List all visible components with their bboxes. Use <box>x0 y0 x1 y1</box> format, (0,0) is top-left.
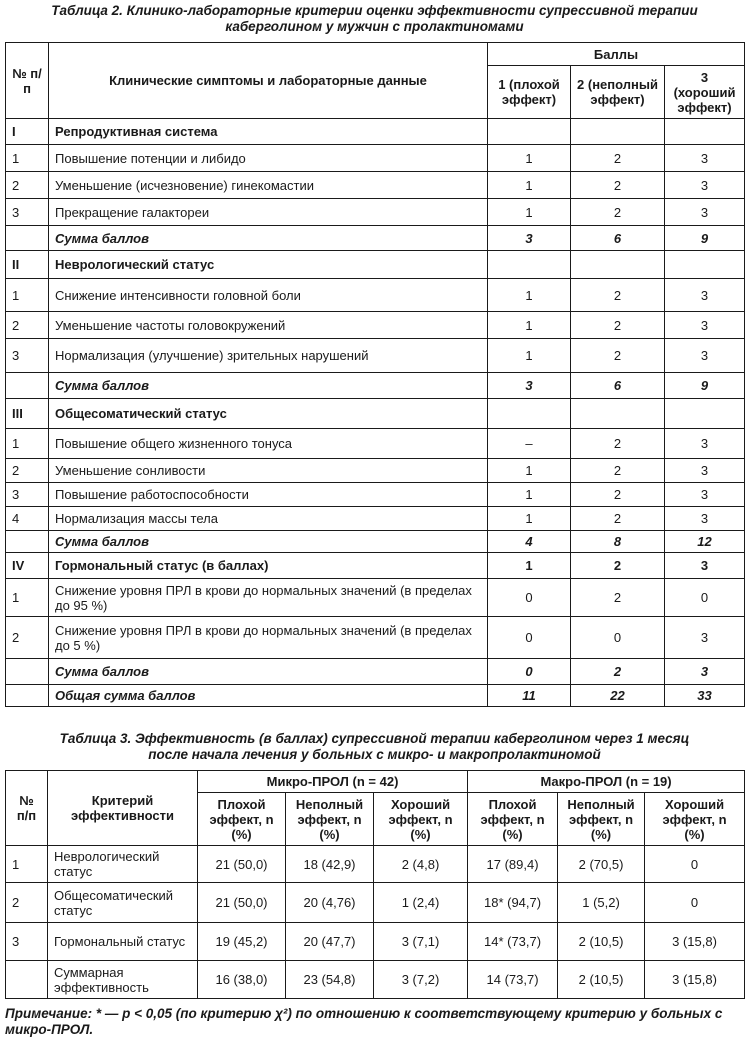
score-1: 11 <box>488 685 571 707</box>
row-number: 3 <box>6 339 49 373</box>
score-2: 2 <box>571 172 665 199</box>
table-row <box>6 459 745 483</box>
score-3: 3 <box>665 279 745 312</box>
row-label: Гормональный статус (в баллах) <box>49 553 488 579</box>
t3-head-micro-good: Хороший эффект, n (%) <box>374 793 468 846</box>
row-number: II <box>6 251 49 279</box>
table-row <box>6 531 745 553</box>
score-2: 2 <box>571 279 665 312</box>
score-3: 9 <box>665 226 745 251</box>
score-3: 3 <box>665 429 745 459</box>
t2-head-points: Баллы <box>488 43 745 66</box>
row-label: Повышение потенции и либидо <box>49 145 488 172</box>
score-2: 2 <box>571 553 665 579</box>
macro-partial: 2 (10,5) <box>558 923 645 961</box>
score-2: 6 <box>571 226 665 251</box>
row-number: 1 <box>6 846 48 883</box>
row-label: Сумма баллов <box>49 226 488 251</box>
t2-body <box>6 119 745 707</box>
row-number: 2 <box>6 312 49 339</box>
row-number <box>6 685 49 707</box>
micro-good: 2 (4,8) <box>374 846 468 883</box>
score-3: 0 <box>665 579 745 617</box>
row-number: 1 <box>6 579 49 617</box>
row-label: Общая сумма баллов <box>49 685 488 707</box>
t3-head-macro-bad: Плохой эффект, n (%) <box>468 793 558 846</box>
table-row <box>6 145 745 172</box>
score-3: 9 <box>665 373 745 399</box>
score-3: 3 <box>665 145 745 172</box>
t3-head-micro-bad: Плохой эффект, n (%) <box>198 793 286 846</box>
table-row <box>6 429 745 459</box>
score-1: 3 <box>488 226 571 251</box>
score-1: 3 <box>488 373 571 399</box>
table-row <box>6 961 745 999</box>
row-label: Сумма баллов <box>49 531 488 553</box>
score-2 <box>571 119 665 145</box>
t3-head-num: № п/п <box>6 771 48 846</box>
score-2: 2 <box>571 312 665 339</box>
micro-good: 1 (2,4) <box>374 883 468 923</box>
score-3 <box>665 251 745 279</box>
row-label: Нормализация массы тела <box>49 507 488 531</box>
criterion: Гормональный статус <box>48 923 198 961</box>
t3-head-macro-partial: Неполный эффект, n (%) <box>558 793 645 846</box>
row-number: IV <box>6 553 49 579</box>
micro-good: 3 (7,2) <box>374 961 468 999</box>
row-label: Неврологический статус <box>49 251 488 279</box>
table3-caption-line1: Таблица 3. Эффективность (в баллах) супрессивной терапии каберголином через 1 месяц <box>59 731 690 746</box>
row-label: Уменьшение сонливости <box>49 459 488 483</box>
score-2 <box>571 251 665 279</box>
row-number: 3 <box>6 199 49 226</box>
t3-head-macro: Макро-ПРОЛ (n = 19) <box>468 771 745 793</box>
score-1: 1 <box>488 483 571 507</box>
micro-bad: 21 (50,0) <box>198 883 286 923</box>
score-3: 3 <box>665 199 745 226</box>
table-row <box>6 279 745 312</box>
micro-partial: 20 (47,7) <box>286 923 374 961</box>
row-number: 2 <box>6 459 49 483</box>
t3-head-criterion: Критерий эффективности <box>48 771 198 846</box>
table-row <box>6 685 745 707</box>
row-label: Снижение уровня ПРЛ в крови до нормальных значений (в пределах до 5 %) <box>49 617 488 659</box>
macro-good: 0 <box>645 846 745 883</box>
row-label: Уменьшение частоты головокружений <box>49 312 488 339</box>
table2 <box>5 42 745 707</box>
score-1: 1 <box>488 553 571 579</box>
micro-bad: 21 (50,0) <box>198 846 286 883</box>
score-1: 1 <box>488 339 571 373</box>
score-1: 4 <box>488 531 571 553</box>
score-1: 0 <box>488 659 571 685</box>
score-2: 6 <box>571 373 665 399</box>
score-2: 2 <box>571 199 665 226</box>
score-1 <box>488 119 571 145</box>
macro-partial: 1 (5,2) <box>558 883 645 923</box>
score-1: 0 <box>488 617 571 659</box>
row-number: 4 <box>6 507 49 531</box>
row-label: Снижение интенсивности головной боли <box>49 279 488 312</box>
score-3 <box>665 399 745 429</box>
t3-head-micro: Микро-ПРОЛ (n = 42) <box>198 771 468 793</box>
score-3: 3 <box>665 312 745 339</box>
row-number <box>6 961 48 999</box>
score-2: 2 <box>571 579 665 617</box>
t3-body <box>6 846 745 999</box>
table-row <box>6 579 745 617</box>
table-row <box>6 883 745 923</box>
criterion: Суммарная эффективность <box>48 961 198 999</box>
table-row <box>6 659 745 685</box>
score-2: 2 <box>571 507 665 531</box>
score-2: 2 <box>571 659 665 685</box>
row-number: 2 <box>6 617 49 659</box>
table-row <box>6 373 745 399</box>
table-row <box>6 226 745 251</box>
score-1: – <box>488 429 571 459</box>
score-3: 12 <box>665 531 745 553</box>
table-row <box>6 483 745 507</box>
macro-partial: 2 (70,5) <box>558 846 645 883</box>
micro-good: 3 (7,1) <box>374 923 468 961</box>
score-1 <box>488 251 571 279</box>
row-label: Повышение работоспособности <box>49 483 488 507</box>
table-row <box>6 399 745 429</box>
row-label: Сумма баллов <box>49 373 488 399</box>
score-1: 1 <box>488 199 571 226</box>
macro-bad: 18* (94,7) <box>468 883 558 923</box>
row-number <box>6 373 49 399</box>
row-number <box>6 531 49 553</box>
table-row <box>6 172 745 199</box>
t2-head-symptoms: Клинические симптомы и лабораторные данные <box>49 43 488 119</box>
row-number: 1 <box>6 145 49 172</box>
table-row <box>6 617 745 659</box>
score-3: 3 <box>665 507 745 531</box>
table2-caption-line1: Таблица 2. Клинико-лабораторные критерии оценки эффективности супрессивной терапии <box>51 3 698 18</box>
score-2: 2 <box>571 339 665 373</box>
row-number: 2 <box>6 883 48 923</box>
score-1: 1 <box>488 507 571 531</box>
score-1: 1 <box>488 459 571 483</box>
table-row <box>6 923 745 961</box>
table2-caption <box>0 3 749 35</box>
score-1: 0 <box>488 579 571 617</box>
row-label: Повышение общего жизненного тонуса <box>49 429 488 459</box>
score-1: 1 <box>488 172 571 199</box>
t2-head-num: № п/п <box>6 43 49 119</box>
row-label: Снижение уровня ПРЛ в крови до нормальных значений (в пределах до 95 %) <box>49 579 488 617</box>
score-3: 3 <box>665 617 745 659</box>
score-2: 8 <box>571 531 665 553</box>
table-row <box>6 553 745 579</box>
t2-head-p2: 2 (неполный эффект) <box>571 66 665 119</box>
row-number: III <box>6 399 49 429</box>
row-number <box>6 226 49 251</box>
micro-partial: 18 (42,9) <box>286 846 374 883</box>
score-2: 2 <box>571 459 665 483</box>
macro-good: 3 (15,8) <box>645 923 745 961</box>
table-note: Примечание: * — p < 0,05 (по критерию χ²) по отношению к соответствующему критерию у больных с микро-ПРОЛ. <box>5 1006 723 1037</box>
table3 <box>5 770 745 999</box>
table2-caption-line2: каберголином у мужчин с пролактиномами <box>225 19 524 34</box>
score-1 <box>488 399 571 429</box>
row-label: Нормализация (улучшение) зрительных нарушений <box>49 339 488 373</box>
score-3: 3 <box>665 172 745 199</box>
score-2: 22 <box>571 685 665 707</box>
row-number: 3 <box>6 923 48 961</box>
score-1: 1 <box>488 145 571 172</box>
score-2: 2 <box>571 483 665 507</box>
macro-bad: 17 (89,4) <box>468 846 558 883</box>
macro-bad: 14 (73,7) <box>468 961 558 999</box>
score-1: 1 <box>488 279 571 312</box>
table-row <box>6 199 745 226</box>
row-number: 3 <box>6 483 49 507</box>
criterion: Общесоматический статус <box>48 883 198 923</box>
score-3: 3 <box>665 483 745 507</box>
macro-partial: 2 (10,5) <box>558 961 645 999</box>
score-2 <box>571 399 665 429</box>
macro-good: 0 <box>645 883 745 923</box>
row-label: Прекращение галактореи <box>49 199 488 226</box>
micro-partial: 20 (4,76) <box>286 883 374 923</box>
t3-head-micro-partial: Неполный эффект, n (%) <box>286 793 374 846</box>
row-number: I <box>6 119 49 145</box>
table3-caption <box>0 731 749 763</box>
score-2: 0 <box>571 617 665 659</box>
row-label: Общесоматический статус <box>49 399 488 429</box>
score-1: 1 <box>488 312 571 339</box>
score-3: 3 <box>665 459 745 483</box>
score-3 <box>665 119 745 145</box>
micro-bad: 19 (45,2) <box>198 923 286 961</box>
micro-partial: 23 (54,8) <box>286 961 374 999</box>
table3-caption-line2: после начала лечения у больных с микро- и макропролактиномой <box>148 747 601 762</box>
score-2: 2 <box>571 145 665 172</box>
table-row <box>6 339 745 373</box>
table-row <box>6 846 745 883</box>
score-3: 33 <box>665 685 745 707</box>
t3-head-macro-good: Хороший эффект, n (%) <box>645 793 745 846</box>
score-3: 3 <box>665 339 745 373</box>
table-row <box>6 312 745 339</box>
row-number <box>6 659 49 685</box>
row-number: 1 <box>6 279 49 312</box>
table-row <box>6 251 745 279</box>
macro-bad: 14* (73,7) <box>468 923 558 961</box>
table-row <box>6 507 745 531</box>
score-2: 2 <box>571 429 665 459</box>
micro-bad: 16 (38,0) <box>198 961 286 999</box>
row-label: Репродуктивная система <box>49 119 488 145</box>
t2-head-p1: 1 (плохой эффект) <box>488 66 571 119</box>
score-3: 3 <box>665 659 745 685</box>
table-row <box>6 119 745 145</box>
score-3: 3 <box>665 553 745 579</box>
row-number: 1 <box>6 429 49 459</box>
row-label: Сумма баллов <box>49 659 488 685</box>
macro-good: 3 (15,8) <box>645 961 745 999</box>
criterion: Неврологический статус <box>48 846 198 883</box>
row-number: 2 <box>6 172 49 199</box>
t2-head-p3: 3 (хороший эффект) <box>665 66 745 119</box>
row-label: Уменьшение (исчезновение) гинекомастии <box>49 172 488 199</box>
